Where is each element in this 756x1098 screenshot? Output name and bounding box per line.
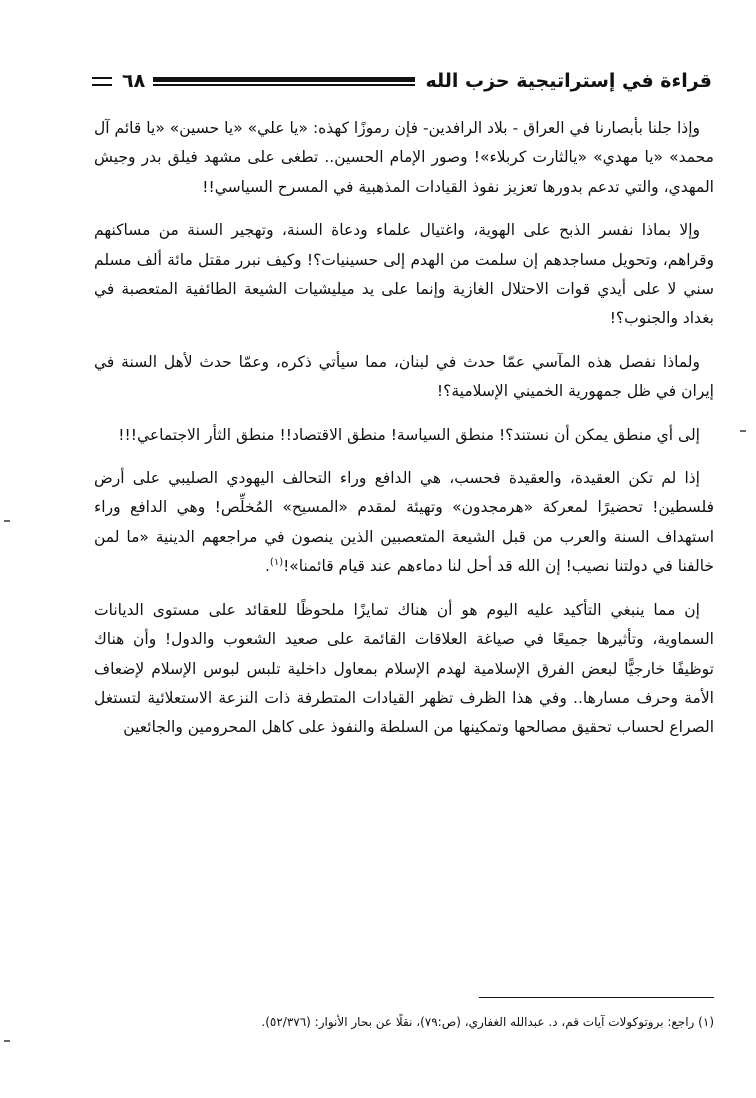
footnote: (١) راجع: بروتوكولات آيات قم، د. عبدالله الغفاري، (ص:٧٩)، نقلًا عن بحار الأنوار: (٥٢/٣٧٦). — [261, 1015, 714, 1029]
footnote-reference[interactable]: (١) — [269, 557, 284, 569]
scan-edge-mark — [740, 430, 746, 432]
scan-edge-mark — [4, 1040, 10, 1042]
footnote-divider — [479, 997, 714, 998]
body-text — [94, 114, 714, 757]
scan-edge-mark — [4, 520, 10, 522]
paragraph-text: إلى أي منطق يمكن أن نستند؟! منطق السياسة! منطق الاقتصاد!! منطق الثأر الاجتماعي!!! — [118, 425, 700, 444]
paragraph-text: إذا لم تكن العقيدة، والعقيدة فحسب، هي الدافع وراء التحالف اليهودي الصليبي على أرض فلسطين! تحضيرًا لمعركة «هرمجدون» وتهيئة لمقدم «المسيح» المُخلِّص! وهي الدافع وراء استهداف السنة والعرب من قبل الشيعة المتعصبين الذين ينصون في مراجعهم الدينية «ما لمن خالفنا في دولتنا نصيب! إن الله قد أحل لنا دماءهم عند قيام قائمنا»! — [94, 469, 714, 576]
paragraph — [94, 596, 714, 743]
header-rule-thick — [153, 77, 415, 82]
book-title: قراءة في إستراتيجية حزب الله — [425, 70, 712, 92]
paragraph-text: ولماذا نفصل هذه المآسي عمّا حدث في لبنان، مما سيأتي ذكره، وعمّا حدث لأهل السنة في إيران في ظل جمهورية الخميني الإسلامية؟! — [94, 352, 714, 401]
page-number: ٦٨ — [122, 70, 146, 92]
header-double-bar — [92, 77, 112, 86]
paragraph — [94, 114, 714, 202]
paragraph — [94, 348, 714, 407]
paragraph-text: إن مما ينبغي التأكيد عليه اليوم هو أن هناك تمايزًا ملحوظًا للعقائد على مستوى الديانات السماوية، وتأثيرها جميعًا في صياغة العلاقات القائمة على صعيد الشعوب والدول! وأن هناك توظيفًا خارجيًّا لبعض الفرق الإسلامية لهدم الإسلام بمعاول داخلية تلبس لبوس الإسلام لإضعاف الأمة وحرف مسارها.. وفي هذا الظرف تظهر القيادات المتطرفة ذات النزعة الاستعلائية لتستغل الصراع لحساب تحقيق مصالحها وتمكينها من السلطة والنفوذ على كاهل المحرومين والجائعين — [94, 600, 714, 737]
header-rule — [153, 75, 415, 87]
running-header — [92, 64, 712, 98]
paragraph — [94, 216, 714, 334]
paragraph: إذا لم تكن العقيدة، والعقيدة فحسب، هي الدافع وراء التحالف اليهودي الصليبي على أرض فلسطين! تحضيرًا لمعركة «هرمجدون» وتهيئة لمقدم «المسيح» المُخلِّص! وهي الدافع وراء استهداف السنة والعرب من قبل الشيعة المتعصبين الذين ينصون في مراجعهم الدينية «ما لمن خالفنا في دولتنا نصيب! إن الله قد أحل لنا دماءهم عند قيام قائمنا»!$^{(١)}$. — [94, 469, 714, 576]
paragraph — [94, 421, 714, 450]
paragraph-text: وإذا جلنا بأبصارنا في العراق - بلاد الرافدين- فإن رموزًا كهذه: «يا علي» «يا حسين» «يا قائم آل محمد» «يا مهدي» «يالثارت كربلاء»! وصور الإمام الحسين.. تطغى على مشهد فيلق بدر وجيش المهدي، والتي تدعم بدورها تعزيز نفوذ القيادات المذهبية في المسرح السياسي!! — [94, 119, 714, 196]
paragraph-text: وإلا بماذا نفسر الذبح على الهوية، واغتيال علماء ودعاة السنة، وتهجير السنة من مساكنهم وقراهم، وتحويل مساجدهم إن سلمت من الهدم إلى حسينيات؟! وكيف نبرر مقتل مائة ألف مسلم سني لا على أيدي قوات الاحتلال الغازية وإنما على يد ميليشيات الشيعة الطائفية المتعصبة في بغداد والجنوب؟! — [94, 221, 714, 328]
header-rule-thin — [153, 84, 415, 86]
